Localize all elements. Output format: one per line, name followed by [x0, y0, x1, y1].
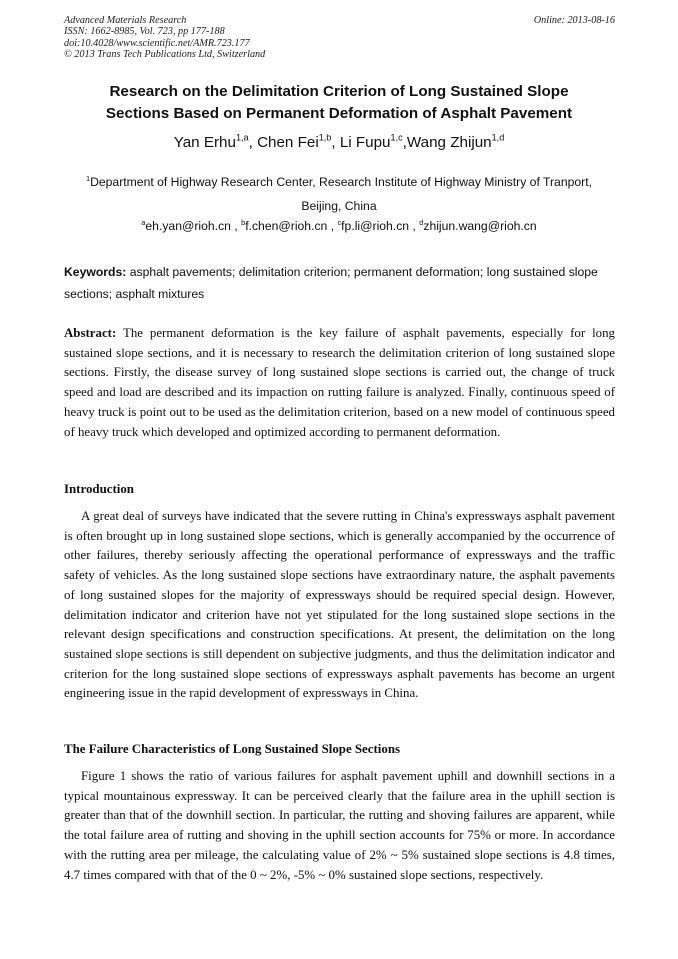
email-sup: b	[241, 217, 246, 227]
email-sup: c	[337, 217, 342, 227]
title-line-1: Research on the Delimitation Criterion of Long Sustained Slope	[109, 83, 569, 100]
title-line-2: Sections Based on Permanent Deformation of Asphalt Pavement	[105, 105, 573, 122]
affiliation-text: Department of Highway Research Center, Research Institute of Highway Ministry of Tranport,	[90, 175, 592, 189]
affiliation-sup: 1	[85, 173, 91, 183]
failure-characteristics-paragraph: Figure 1 shows the ratio of various failures for asphalt pavement uphill and downhill sections in a typical mountainous expressway. It can be perceived clearly that the failure area in the uphill section is greater than that of the downhill section. In particular, the rutting and shoving failures are apparent, while the total failure area of rutting and shoving in the uphill section accounts for 75% or more. In accordance with the rutting area per mileage, the calculating value of 2% ~ 5% sustained slope sections is 4.8 times, 4.7 times compared with that of the 0 ~ 2%, -5% ~ 0% sustained slope sections, respectively.	[64, 769, 615, 882]
introduction-paragraph: A great deal of surveys have indicated that the severe rutting in China's expressways asphalt pavement is often brought up in long sustained slope sections, which is generally accompanied by the occurrence of other failures, thereby seriously affecting the operational performance of expressways and the traffic safety of vehicles. As the long sustained slope sections have extraordinary nature, the asphalt pavements of long sustained slopes for the majority of expressways should be required special design. However, delimitation indicator and criterion have not yet stipulated for the long sustained slope sections in the relevant design specifications and construction specifications. At present, the delimitation on the long sustained slope sections is still dependent on subjective judgments, and thus the delimitation indicator and criterion for the long sustained slope sections of expressways asphalt pavements has become an urgent engineering issue in the rapid development of expressways in China.	[64, 509, 615, 701]
author-list	[30, 134, 648, 151]
paper-title	[30, 81, 648, 125]
email-address[interactable]: zhijun.wang@rioh.cn	[423, 219, 537, 233]
author-name: Li Fupu	[339, 134, 391, 151]
abstract-label: Abstract:	[64, 326, 117, 340]
email-separator: ,	[409, 219, 420, 233]
section-heading-introduction: Introduction	[64, 482, 134, 496]
affiliation-line-1	[50, 170, 628, 194]
keywords-label: Keywords:	[64, 265, 127, 279]
keywords-text: asphalt pavements; delimitation criterion; permanent deformation; long sustained slope sections; asphalt mixtures	[64, 265, 598, 301]
author-affil-sup: 1,b	[318, 132, 332, 143]
author-affil-sup: 1,d	[491, 132, 505, 143]
author-affil-sup: 1,c	[390, 132, 403, 143]
doi-line: doi:10.4028/www.scientific.net/AMR.723.177	[64, 37, 250, 49]
author-name: Yan Erhu	[173, 134, 236, 151]
email-separator: ,	[327, 219, 338, 233]
issn-line: ISSN: 1662-8985, Vol. 723, pp 177-188	[64, 26, 225, 38]
author-separator: ,	[331, 134, 340, 151]
author-separator: ,	[248, 134, 258, 151]
affiliation-line-2: Beijing, China	[301, 199, 377, 213]
author-name: Chen Fei	[257, 134, 319, 151]
email-address[interactable]: f.chen@rioh.cn	[245, 219, 328, 233]
online-date: Online: 2013-08-16	[533, 15, 615, 26]
email-list	[30, 219, 648, 233]
copyright-line: © 2013 Trans Tech Publications Ltd, Switzerland	[64, 48, 266, 60]
journal-name: Advanced Materials Research	[64, 15, 187, 26]
author-name: Wang Zhijun	[406, 134, 492, 151]
affiliation	[50, 170, 628, 218]
abstract-text: The permanent deformation is the key failure of asphalt pavements, especially for long sustained slope sections, and it is necessary to research the delimitation criterion of long sustained slope sections. Firstly, the disease survey of long sustained slope sections is carried out, the change of truck speed and load are described and its impaction on rutting failure is analyzed. Finally, continuous speed of heavy truck is point out to be used as the delimitation criterion, based on a new model of continuous speed of heavy truck which developed and optimized according to permanent deformation.	[64, 326, 615, 439]
email-separator: ,	[230, 219, 242, 233]
author-affil-sup: 1,a	[235, 132, 249, 143]
section-heading-failure-characteristics: The Failure Characteristics of Long Sustained Slope Sections	[64, 742, 400, 756]
email-sup: a	[141, 217, 146, 227]
email-sup: d	[419, 217, 424, 227]
abstract	[64, 324, 615, 442]
email-address[interactable]: eh.yan@rioh.cn	[145, 219, 231, 233]
keywords	[64, 261, 615, 305]
journal-header	[64, 15, 265, 60]
author-separator: ,	[402, 134, 407, 151]
email-address[interactable]: fp.li@rioh.cn	[341, 219, 410, 233]
